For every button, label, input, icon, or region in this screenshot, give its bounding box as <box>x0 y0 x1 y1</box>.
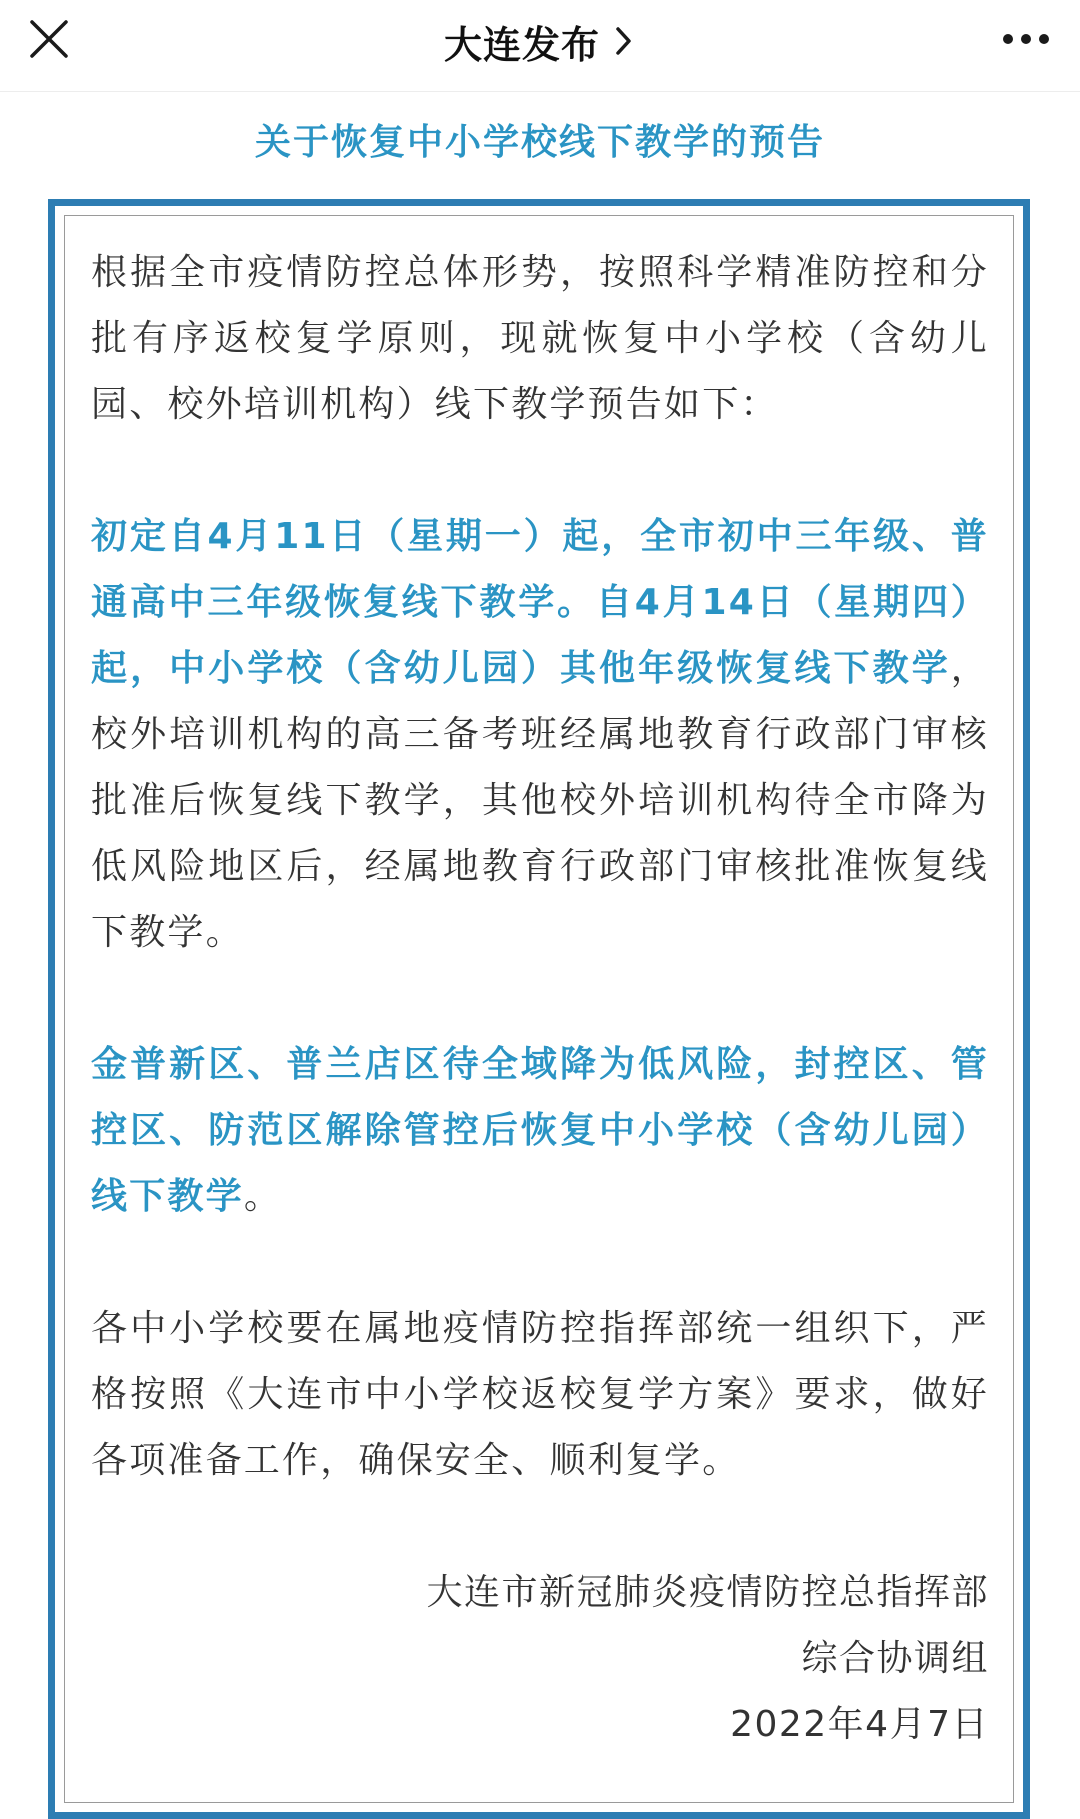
district-highlight: 金普新区、普兰店区待全域降为低风险，封控区、管控区、防范区解除管控后恢复中小学校（含幼儿园）线下教学 <box>91 1044 989 1217</box>
account-name: 大连发布 <box>443 22 600 67</box>
paragraph-gap <box>91 1494 989 1560</box>
signature-date: 2022年4月7日 <box>730 1704 989 1745</box>
district-rest: 。 <box>243 1176 283 1217</box>
signature-org: 大连市新冠肺炎疫情防控总指挥部 <box>426 1572 989 1613</box>
notice-content <box>91 240 989 1758</box>
district-paragraph <box>91 1032 989 1230</box>
more-icon <box>988 8 1064 74</box>
requirement-paragraph: 各中小学校要在属地疫情防控指挥部统一组织下，严格按照《大连市中小学校返校复学方案》要求，做好各项准备工作，确保安全、顺利复学。 <box>91 1308 989 1481</box>
signature-group: 综合协调组 <box>801 1638 989 1679</box>
intro-paragraph: 根据全市疫情防控总体形势，按照科学精准防控和分批有序返校复学原则，现就恢复中小学校（含幼儿园、校外培训机构）线下教学预告如下： <box>91 252 989 425</box>
paragraph-gap <box>91 966 989 1032</box>
article-title: 关于恢复中小学校线下教学的预告 <box>254 122 825 163</box>
more-button[interactable] <box>988 8 1064 74</box>
schedule-highlight: 初定自4月11日（星期一）起，全市初中三年级、普通高中三年级恢复线下教学。自4月14日（星期四）起，中小学校（含幼儿园）其他年级恢复线下教学 <box>91 516 989 689</box>
schedule-paragraph <box>91 504 989 966</box>
paragraph-gap <box>91 438 989 504</box>
paragraph-gap <box>91 1230 989 1296</box>
account-name-button[interactable] <box>0 8 1080 74</box>
chevron-right-icon <box>610 23 636 59</box>
schedule-rest: ，校外培训机构的高三备考班经属地教育行政部门审核批准后恢复线下教学，其他校外培训机构待全市降为低风险地区后，经属地教育行政部门审核批准恢复线下教学。 <box>91 648 989 953</box>
top-bar <box>0 0 1080 92</box>
